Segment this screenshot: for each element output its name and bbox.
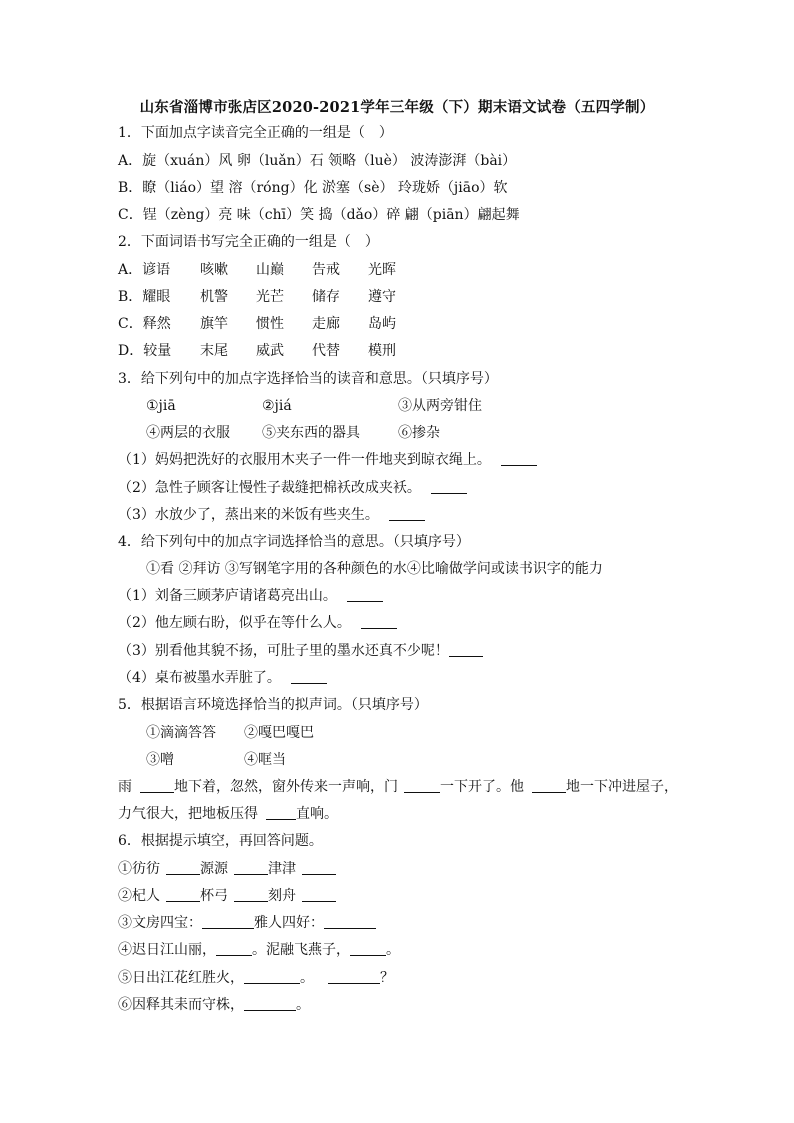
q2-c-word: 惯性 bbox=[256, 316, 284, 332]
q3-sentence bbox=[118, 479, 467, 497]
q6-text: ⑥因释其耒而守株， bbox=[118, 997, 244, 1013]
answer-blank[interactable] bbox=[234, 860, 268, 875]
q4-options: ①看 ②拜访 ③写钢笔字用的各种颜色的水④比喻做学问或读书识字的能力 bbox=[146, 561, 603, 577]
q2-option-b bbox=[118, 288, 396, 306]
q1-option-b: B．瞭（liáo）望 溶（róng）化 淤塞（sè） 玲珑娇（jiāo）软 bbox=[118, 180, 508, 196]
q3-option: ①jiā bbox=[146, 398, 176, 414]
q6-line3 bbox=[118, 914, 376, 932]
q4-sentence bbox=[118, 587, 383, 605]
q6-text: 。泥融飞燕子， bbox=[252, 942, 350, 958]
answer-blank[interactable] bbox=[431, 479, 467, 494]
q6-line4 bbox=[118, 941, 400, 959]
q4-sentence bbox=[118, 642, 483, 660]
q2-d-word: D．较量 bbox=[118, 343, 172, 359]
q6-stem: 6．根据提示填空，再回答问题。 bbox=[118, 833, 323, 849]
q4-stem: 4．给下列句中的加点字词选择恰当的意思。（只填序号） bbox=[118, 534, 470, 550]
q5-option: ②嘎巴嘎巴 bbox=[244, 725, 314, 741]
q6-line1 bbox=[118, 860, 336, 878]
q6-text: ①彷彷 bbox=[118, 861, 160, 877]
q6-text: 。 bbox=[296, 997, 310, 1013]
answer-blank[interactable] bbox=[244, 996, 296, 1011]
q2-d-word: 末尾 bbox=[200, 343, 228, 359]
answer-blank[interactable] bbox=[361, 614, 397, 629]
q4-sentence-text: （3）别看他其貌不扬，可肚子里的墨水还真不少呢！ bbox=[118, 643, 449, 659]
q2-b-word: B．耀眼 bbox=[118, 289, 171, 305]
q6-line2 bbox=[118, 887, 336, 905]
answer-blank[interactable] bbox=[324, 914, 376, 929]
q6-text: 津津 bbox=[268, 861, 296, 877]
q5-text: 一下开了。他 bbox=[440, 779, 524, 795]
q3-option: ④两层的衣服 bbox=[146, 425, 230, 441]
answer-blank[interactable] bbox=[501, 451, 537, 466]
q3-sentence-text: （1）妈妈把洗好的衣服用木夹子一件一件地夹到晾衣绳上。 bbox=[118, 452, 491, 468]
answer-blank[interactable] bbox=[302, 860, 336, 875]
q6-text: ⑤日出江花红胜火， bbox=[118, 970, 244, 986]
answer-blank[interactable] bbox=[328, 969, 380, 984]
answer-blank[interactable] bbox=[302, 887, 336, 902]
q2-c-word: C．释然 bbox=[118, 316, 171, 332]
q5-stem: 5．根据语言环境选择恰当的拟声词。（只填序号） bbox=[118, 697, 428, 713]
q5-text: 地下着，忽然，窗外传来一声响，门 bbox=[174, 779, 398, 795]
q2-c-word: 岛屿 bbox=[368, 316, 396, 332]
q4-sentence bbox=[118, 614, 397, 632]
q2-b-word: 机警 bbox=[200, 289, 228, 305]
q5-option: ③噌 bbox=[146, 752, 174, 768]
q1-stem: 1．下面加点字读音完全正确的一组是（ ） bbox=[118, 125, 393, 141]
q2-b-word: 遵守 bbox=[368, 289, 396, 305]
q6-text: 。 bbox=[300, 970, 314, 986]
q5-text: 雨 bbox=[118, 779, 132, 795]
answer-blank[interactable] bbox=[244, 969, 300, 984]
page-title: 山东省淄博市张店区2020-2021学年三年级（下）期末语文试卷（五四学制） bbox=[139, 99, 655, 116]
q3-stem: 3．给下列句中的加点字选择恰当的读音和意思。（只填序号） bbox=[118, 371, 498, 387]
q6-text: 杯弓 bbox=[200, 888, 228, 904]
q2-b-word: 储存 bbox=[312, 289, 340, 305]
q1-option-a: A．旋（xuán）风 卵（luǎn）石 领略（luè） 波涛澎湃（bài） bbox=[118, 153, 517, 169]
q6-text: 。 bbox=[386, 942, 400, 958]
q2-stem: 2．下面词语书写完全正确的一组是（ ） bbox=[118, 234, 379, 250]
q3-option: ⑤夹东西的器具 bbox=[262, 425, 360, 441]
answer-blank[interactable] bbox=[389, 506, 425, 521]
q2-c-word: 走廊 bbox=[312, 316, 340, 332]
answer-blank[interactable] bbox=[140, 778, 174, 793]
q4-sentence bbox=[118, 669, 327, 687]
q3-option: ②jiá bbox=[262, 398, 292, 414]
answer-blank[interactable] bbox=[266, 805, 296, 820]
q4-sentence-text: （2）他左顾右盼，似乎在等什么人。 bbox=[118, 615, 351, 631]
q1-option-c: C．锃（zèng）亮 味（chī）笑 捣（dǎo）碎 翩（piān）翩起舞 bbox=[118, 207, 520, 223]
answer-blank[interactable] bbox=[216, 941, 252, 956]
q3-sentence bbox=[118, 506, 425, 524]
q3-option: ③从两旁钳住 bbox=[398, 398, 482, 414]
q6-text: 源源 bbox=[200, 861, 228, 877]
q5-passage-line2 bbox=[118, 805, 338, 823]
q6-text: ④迟日江山丽， bbox=[118, 942, 216, 958]
q6-text: 雅人四好： bbox=[254, 915, 324, 931]
q6-text: 刻舟 bbox=[268, 888, 296, 904]
q5-options-row1 bbox=[146, 724, 314, 742]
q5-text: 力气很大，把地板压得 bbox=[118, 806, 258, 822]
q3-option: ⑥掺杂 bbox=[398, 425, 440, 441]
q6-line6 bbox=[118, 996, 310, 1014]
answer-blank[interactable] bbox=[166, 860, 200, 875]
q5-text: 地一下冲进屋子， bbox=[566, 779, 678, 795]
q2-d-word: 威武 bbox=[256, 343, 284, 359]
q6-text: ③文房四宝： bbox=[118, 915, 202, 931]
q2-option-a bbox=[118, 261, 396, 279]
q3-sentence bbox=[118, 451, 537, 469]
q2-d-word: 模刑 bbox=[368, 343, 396, 359]
q4-sentence-text: （4）桌布被墨水弄脏了。 bbox=[118, 670, 281, 686]
answer-blank[interactable] bbox=[350, 941, 386, 956]
q2-a-word: 咳嗽 bbox=[200, 262, 228, 278]
q2-a-word: 告戒 bbox=[312, 262, 340, 278]
q2-a-word: 光晖 bbox=[368, 262, 396, 278]
q5-text: 直响。 bbox=[296, 806, 338, 822]
answer-blank[interactable] bbox=[404, 778, 440, 793]
q6-text: ？ bbox=[380, 970, 394, 986]
q2-option-d bbox=[118, 342, 396, 360]
q3-sentence-text: （3）水放少了，蒸出来的米饭有些夹生。 bbox=[118, 507, 379, 523]
q5-option: ①滴滴答答 bbox=[146, 725, 216, 741]
q2-a-word: A．谚语 bbox=[118, 262, 171, 278]
q2-c-word: 旗竿 bbox=[200, 316, 228, 332]
answer-blank[interactable] bbox=[449, 642, 483, 657]
answer-blank[interactable] bbox=[532, 778, 566, 793]
answer-blank[interactable] bbox=[347, 587, 383, 602]
q6-text: ②杞人 bbox=[118, 888, 160, 904]
answer-blank[interactable] bbox=[166, 887, 200, 902]
q2-a-word: 山巅 bbox=[256, 262, 284, 278]
answer-blank[interactable] bbox=[234, 887, 268, 902]
q3-sentence-text: （2）急性子顾客让慢性子裁缝把棉袄改成夹袄。 bbox=[118, 480, 421, 496]
q3-options-row1 bbox=[146, 397, 482, 415]
q4-sentence-text: （1）刘备三顾茅庐请诸葛亮出山。 bbox=[118, 588, 337, 604]
q5-option: ④哐当 bbox=[244, 752, 286, 768]
answer-blank[interactable] bbox=[291, 669, 327, 684]
q6-line5 bbox=[118, 969, 394, 987]
answer-blank[interactable] bbox=[202, 914, 254, 929]
q2-option-c bbox=[118, 315, 396, 333]
q3-options-row2 bbox=[146, 424, 440, 442]
q2-b-word: 光芒 bbox=[256, 289, 284, 305]
q5-options-row2 bbox=[146, 751, 286, 769]
q2-d-word: 代替 bbox=[312, 343, 340, 359]
q5-passage-line1 bbox=[118, 778, 678, 796]
